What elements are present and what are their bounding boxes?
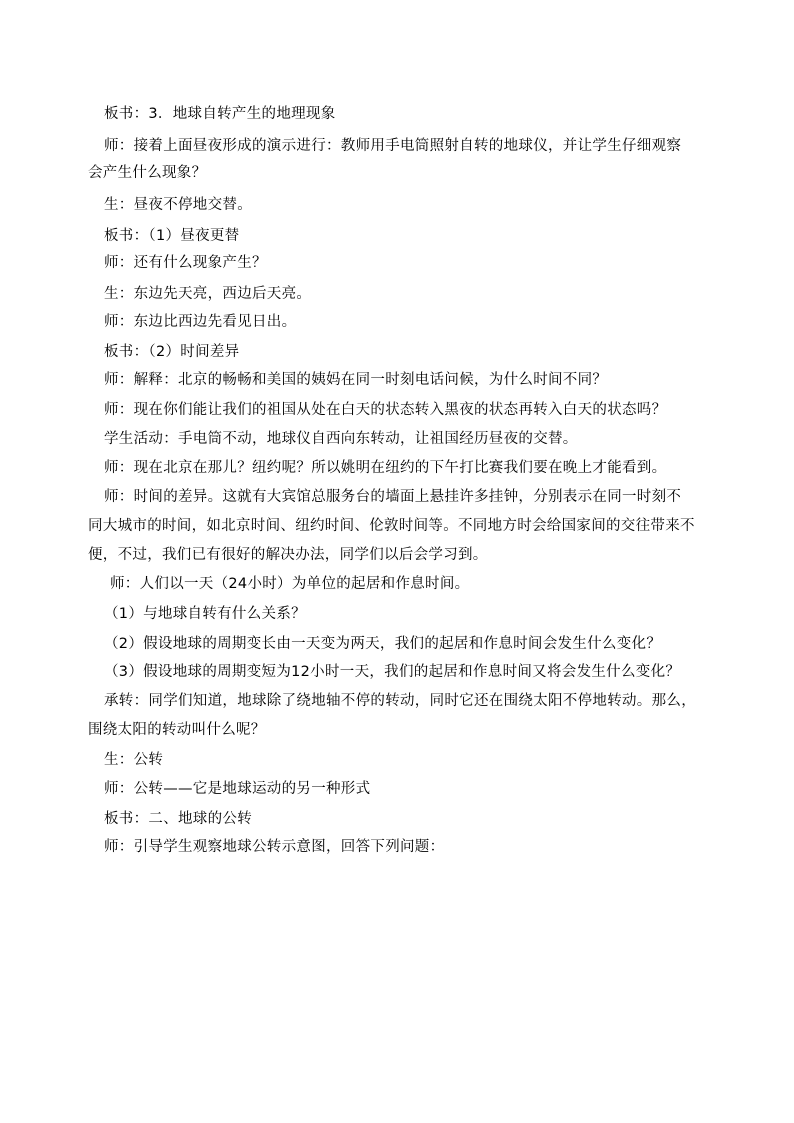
question-item: （3）假设地球的周期变短为12小时一天，我们的起居和作息时间又将会发生什么变化？	[104, 664, 681, 680]
teacher-line: 师：接着上面昼夜形成的演示进行：教师用手电筒照射自转的地球仪，并让学生仔细观察	[104, 138, 682, 154]
teacher-line-continued: 便，不过，我们已有很好的解决办法，同学们以后会学习到。	[88, 547, 488, 563]
teacher-line: 师：公转——它是地球运动的另一种形式	[104, 781, 371, 797]
question-item: （2）假设地球的周期变长由一天变为两天，我们的起居和作息时间会发生什么变化？	[104, 636, 662, 652]
transition-line-continued: 围绕太阳的转动叫什么呢？	[88, 722, 266, 738]
board-note: 板书：（1）昼夜更替	[104, 228, 240, 244]
question-item: （1）与地球自转有什么关系？	[104, 606, 306, 622]
teacher-line-continued: 会产生什么现象？	[88, 165, 207, 181]
teacher-line: 师：东边比西边先看见日出。	[104, 314, 297, 330]
student-line: 生：昼夜不停地交替。	[104, 197, 252, 213]
teacher-line: 师：还有什么现象产生？	[104, 255, 267, 271]
teacher-line: 师：时间的差异。这就有大宾馆总服务台的墙面上悬挂许多挂钟，分别表示在同一时刻不	[104, 489, 682, 505]
student-line: 生：公转	[104, 752, 164, 768]
teacher-line: 师：人们以一天（24小时）为单位的起居和作息时间。	[110, 576, 470, 592]
transition-line: 承转：同学们知道，地球除了绕地轴不停的转动，同时它还在围绕太阳不停地转动。那么，	[104, 693, 696, 709]
student-activity-line: 学生活动：手电筒不动，地球仪自西向东转动，让祖国经历昼夜的交替。	[104, 431, 578, 447]
student-line: 生：东边先天亮，西边后天亮。	[104, 286, 312, 302]
teacher-line-continued: 同大城市的时间，如北京时间、纽约时间、伦敦时间等。不同地方时会给国家间的交往带来不	[88, 518, 695, 534]
teacher-line: 师：现在你们能让我们的祖国从处在白天的状态转入黑夜的状态再转入白天的状态吗？	[104, 402, 667, 418]
teacher-line: 师：现在北京在那儿？纽约呢？所以姚明在纽约的下午打比赛我们要在晚上才能看到。	[104, 460, 667, 476]
teacher-line: 师：引导学生观察地球公转示意图，回答下列问题：	[104, 839, 445, 855]
teacher-line: 师：解释：北京的畅畅和美国的姨妈在同一时刻电话问候，为什么时间不同？	[104, 372, 608, 388]
board-note-heading: 板书：3．地球自转产生的地理现象	[104, 106, 336, 122]
board-note: 板书：（2）时间差异	[104, 344, 240, 360]
board-note: 板书：二、地球的公转	[104, 811, 252, 827]
